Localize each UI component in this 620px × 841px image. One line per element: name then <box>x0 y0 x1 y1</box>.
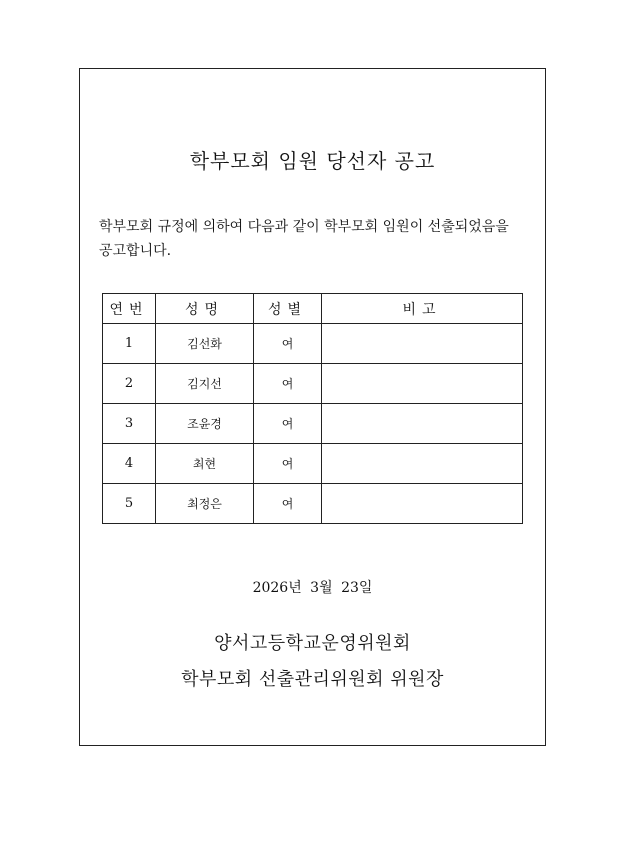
notice-title: 학부모회 임원 당선자 공고 <box>189 149 436 173</box>
header-note: 비고 <box>322 294 523 324</box>
notice-frame <box>79 68 546 746</box>
cell-note <box>322 444 523 484</box>
cell-name: 최정은 <box>156 484 254 524</box>
cell-number: 5 <box>103 484 156 524</box>
cell-gender: 여 <box>254 364 322 404</box>
cell-gender: 여 <box>254 444 322 484</box>
table-header-row <box>103 294 523 324</box>
cell-note <box>322 404 523 444</box>
cell-number: 2 <box>103 364 156 404</box>
cell-gender: 여 <box>254 404 322 444</box>
cell-name: 김선화 <box>156 324 254 364</box>
header-name: 성명 <box>156 294 254 324</box>
header-number: 연번 <box>103 294 156 324</box>
cell-note <box>322 484 523 524</box>
cell-note <box>322 324 523 364</box>
cell-number: 3 <box>103 404 156 444</box>
notice-date: 2026년 3월 23일 <box>252 580 373 596</box>
cell-gender: 여 <box>254 324 322 364</box>
table-row <box>103 364 523 404</box>
cell-name: 조윤경 <box>156 404 254 444</box>
table-row <box>103 484 523 524</box>
elected-members-table <box>102 293 523 524</box>
cell-name: 최현 <box>156 444 254 484</box>
header-gender: 성별 <box>254 294 322 324</box>
organization-name: 양서고등학교운영위원회 <box>214 633 411 654</box>
notice-body: 학부모회 규정에 의하여 다음과 같이 학부모회 임원이 선출되었음을 공고합니다. <box>99 219 509 259</box>
signatory-title: 학부모회 선출관리위원회 위원장 <box>181 669 444 690</box>
cell-note <box>322 364 523 404</box>
table-row <box>103 404 523 444</box>
cell-name: 김지선 <box>156 364 254 404</box>
table-row <box>103 444 523 484</box>
cell-number: 4 <box>103 444 156 484</box>
cell-gender: 여 <box>254 484 322 524</box>
table-row <box>103 324 523 364</box>
cell-number: 1 <box>103 324 156 364</box>
